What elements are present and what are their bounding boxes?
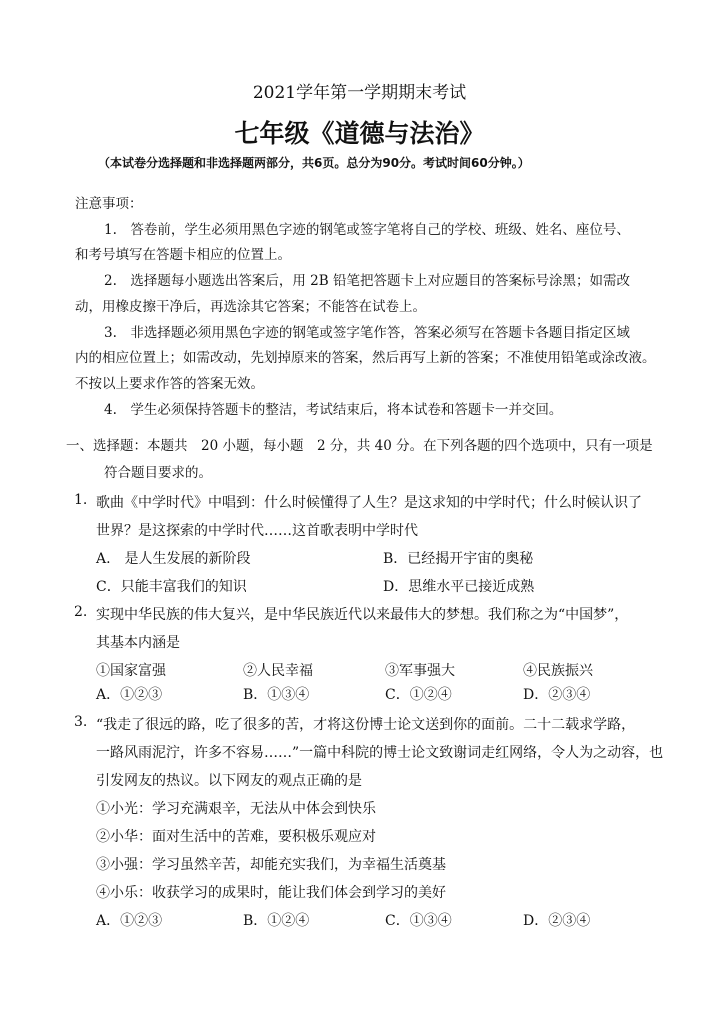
exam-title: 2021学年第一学期期末考试 — [252, 83, 467, 103]
q3-option-b: B．①②④ — [243, 913, 310, 929]
q2-number: 2. — [74, 604, 88, 620]
notice-1-line2: 和考号填写在答题卡相应的位置上。 — [75, 247, 291, 263]
q3-option-a: A．①②③ — [96, 913, 163, 929]
q2-option-c: C．①②④ — [385, 687, 452, 703]
q2-item-4: ④民族振兴 — [523, 663, 593, 679]
exam-subtitle: （本试卷分选择题和非选择题两部分，共6页。总分为90分。考试时间60分钟。） — [98, 156, 530, 170]
q1-stem-line2: 世界？是这探索的中学时代……这首歌表明中学时代 — [96, 523, 418, 539]
section1-line1: 一、选择题：本题共 20 小题，每小题 2 分，共 40 分。在下列各题的四个选项中，只有一项是 — [66, 438, 653, 454]
q3-stem-line2: 一路风雨泥泞，许多不容易……”一篇中科院的博士论文致谢词走红网络，令人为之动容，也 — [96, 745, 664, 761]
q1-option-b: B．已经揭开宇宙的奥秘 — [383, 551, 534, 567]
q3-stem-line3: 引发网友的热议。以下网友的观点正确的是 — [96, 773, 362, 789]
notice-3-line3: 不按以上要求作答的答案无效。 — [75, 376, 264, 392]
q3-stem-line1: “我走了很远的路，吃了很多的苦，才将这份博士论文送到你的面前。二十二载求学路， — [96, 717, 636, 733]
q1-option-d: D．思维水平已接近成熟 — [383, 579, 535, 595]
notice-3-line1: 3. 非选择题必须用黑色字迹的钢笔或签字笔作答，答案必须写在答题卡各题目指定区域 — [104, 325, 630, 341]
q2-option-b: B．①③④ — [243, 687, 310, 703]
section1-line2: 符合题目要求的。 — [104, 465, 212, 481]
q1-stem-line1: 歌曲《中学时代》中唱到：什么时候懂得了人生？是这求知的中学时代；什么时候认识了 — [96, 495, 642, 511]
q1-number: 1. — [74, 492, 88, 508]
q3-option-d: D．②③④ — [523, 913, 591, 929]
q3-number: 3. — [74, 714, 88, 730]
q3-item-4: ④小乐：收获学习的成果时，能让我们体会到学习的美好 — [96, 885, 446, 901]
q2-stem-line2: 其基本内涵是 — [96, 635, 180, 651]
notice-3-line2: 内的相应位置上；如需改动，先划掉原来的答案，然后再写上新的答案；不准使用铅笔或涂改液。 — [75, 350, 656, 366]
q3-option-c: C．①③④ — [385, 913, 452, 929]
q1-option-c: C．只能丰富我们的知识 — [96, 579, 247, 595]
notice-heading: 注意事项： — [75, 196, 143, 212]
q2-item-2: ②人民幸福 — [243, 663, 313, 679]
q2-option-d: D．②③④ — [523, 687, 591, 703]
q3-item-3: ③小强：学习虽然辛苦，却能充实我们，为幸福生活奠基 — [96, 857, 446, 873]
q1-option-a: A. 是人生发展的新阶段 — [96, 551, 251, 567]
q2-item-3: ③军事强大 — [385, 663, 455, 679]
notice-2-line1: 2. 选择题每小题选出答案后，用 2B 铅笔把答题卡上对应题目的答案标号涂黑；如需改 — [104, 273, 630, 289]
q3-item-2: ②小华：面对生活中的苦难，要积极乐观应对 — [96, 829, 376, 845]
q2-stem-line1: 实现中华民族的伟大复兴，是中华民族近代以来最伟大的梦想。我们称之为“中国梦”， — [96, 607, 629, 623]
q2-option-a: A．①②③ — [96, 687, 163, 703]
q3-item-1: ①小光：学习充满艰辛，无法从中体会到快乐 — [96, 801, 376, 817]
q2-item-1: ①国家富强 — [96, 663, 166, 679]
notice-1-line1: 1. 答卷前，学生必须用黑色字迹的钢笔或签字笔将自己的学校、班级、姓名、座位号、 — [104, 222, 630, 238]
notice-4-line1: 4. 学生必须保持答题卡的整洁，考试结束后，将本试卷和答题卡一并交回。 — [104, 402, 563, 418]
subject-title: 七年级《道德与法治》 — [234, 119, 485, 148]
notice-2-line2: 动，用橡皮擦干净后，再选涂其它答案；不能答在试卷上。 — [75, 299, 426, 315]
